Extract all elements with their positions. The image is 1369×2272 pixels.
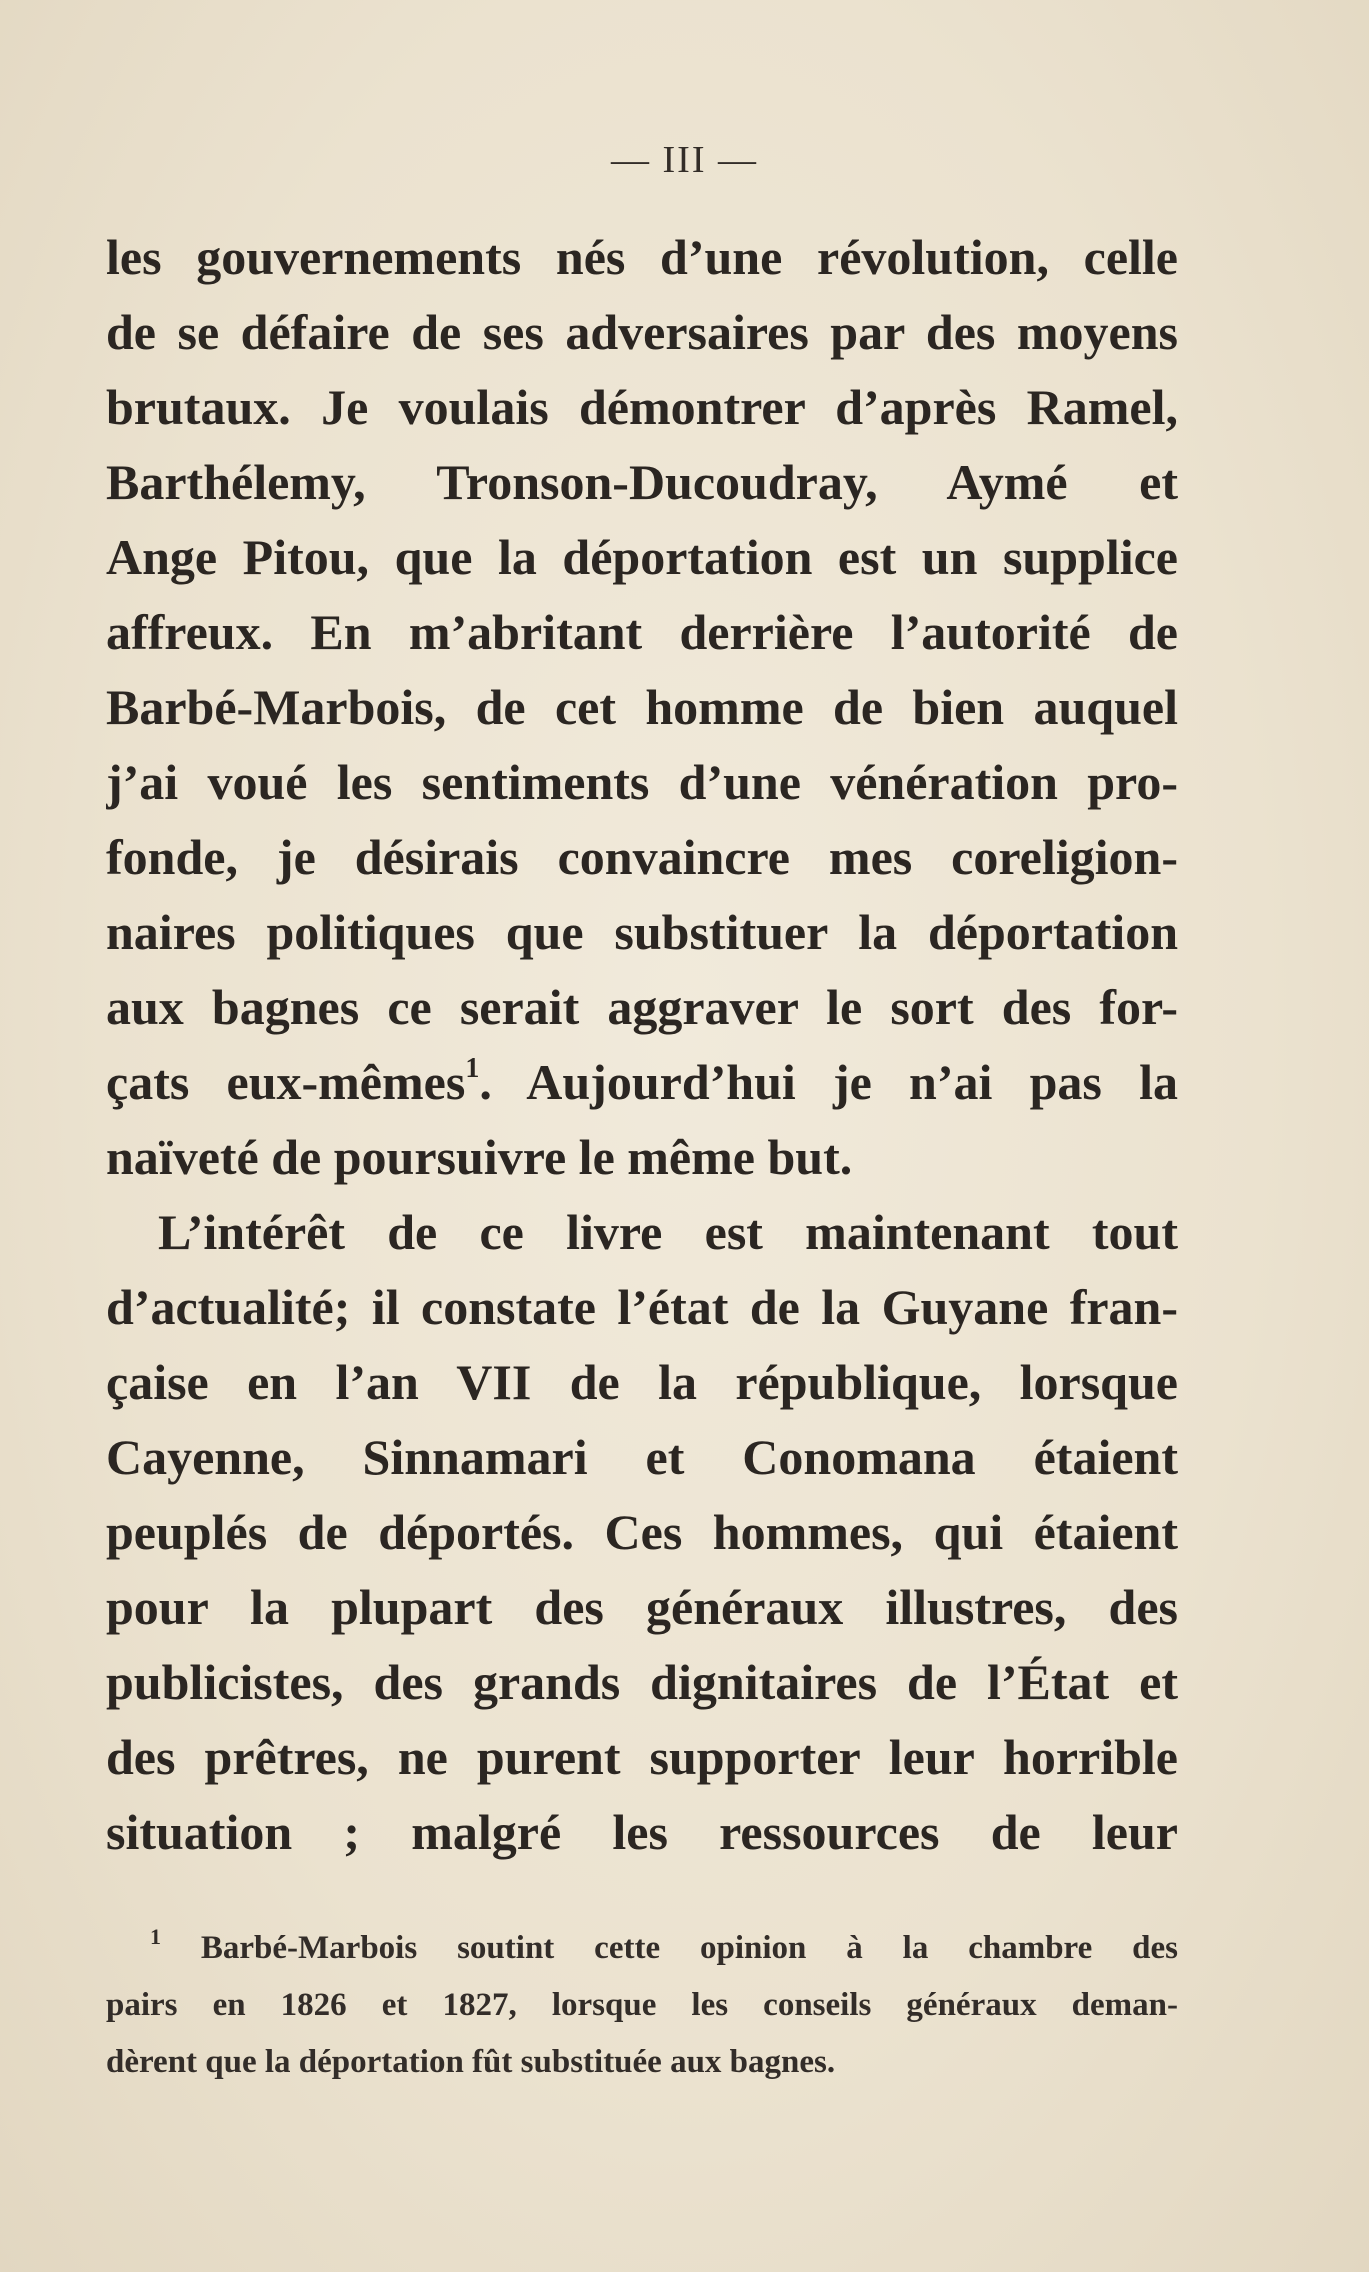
text-line: Barbé-Marbois, de cet homme de bien auquel	[106, 679, 1178, 735]
paragraph-end-line: naïveté de poursuivre le même but.	[106, 1129, 853, 1185]
text-line: d’actualité; il constate l’état de la Guyane fran-	[106, 1279, 1178, 1335]
body-text	[106, 220, 1178, 1870]
footnote-line	[106, 1920, 1178, 1977]
text-line: brutaux. Je voulais démontrer d’après Ramel,	[106, 379, 1178, 435]
text-line: Cayenne, Sinnamari et Conomana étaient	[106, 1429, 1178, 1485]
footnote-text: Barbé-Marbois soutint cette opinion à la chambre des	[200, 1930, 1178, 1966]
page-number-header: — III —	[611, 139, 758, 181]
footnote-line: dèrent que la déportation fût substituée aux bagnes.	[106, 2044, 836, 2080]
text-line: naires politiques que substituer la déportation	[106, 904, 1178, 960]
text-line: situation ; malgré les ressources de leur	[106, 1804, 1178, 1860]
text-line: publicistes, des grands dignitaires de l’État et	[106, 1654, 1178, 1710]
text-segment: Aujourd’hui je n’ai pas la	[526, 1054, 1178, 1110]
text-line: peuplés de déportés. Ces hommes, qui étaient	[106, 1504, 1178, 1560]
text-line: Ange Pitou, que la déportation est un supplice	[106, 529, 1178, 585]
text-line: des prêtres, ne purent supporter leur horrible	[106, 1729, 1178, 1785]
text-line: les gouvernements nés d’une révolution, celle	[106, 229, 1178, 285]
footnote	[106, 1920, 1178, 2091]
text-segment: çats eux-mêmes	[106, 1054, 466, 1110]
text-line: Barthélemy, Tronson-Ducoudray, Aymé et	[106, 454, 1178, 510]
footnote-line: pairs en 1826 et 1827, lorsque les conseils généraux deman-	[106, 1987, 1178, 2023]
text-line: fonde, je désirais convaincre mes coreligion-	[106, 829, 1178, 885]
text-line: aux bagnes ce serait aggraver le sort des for-	[106, 979, 1178, 1035]
text-line: çaise en l’an VII de la république, lorsque	[106, 1354, 1178, 1410]
text-line: pour la plupart des généraux illustres, des	[106, 1579, 1178, 1635]
footnote-marker: 1	[150, 1924, 161, 1949]
text-line-with-footnote-ref: çats eux-mêmes$^1$. Aujourd’hui je n’ai pas la	[106, 1053, 1178, 1110]
paragraph-start-line: L’intérêt de ce livre est maintenant tout	[158, 1204, 1178, 1260]
text-line: j’ai voué les sentiments d’une vénération pro-	[106, 754, 1178, 810]
text-line: affreux. En m’abritant derrière l’autorité de	[106, 604, 1178, 660]
footnote-reference: 1	[465, 1053, 480, 1084]
text-line: de se défaire de ses adversaires par des moyens	[106, 304, 1178, 360]
